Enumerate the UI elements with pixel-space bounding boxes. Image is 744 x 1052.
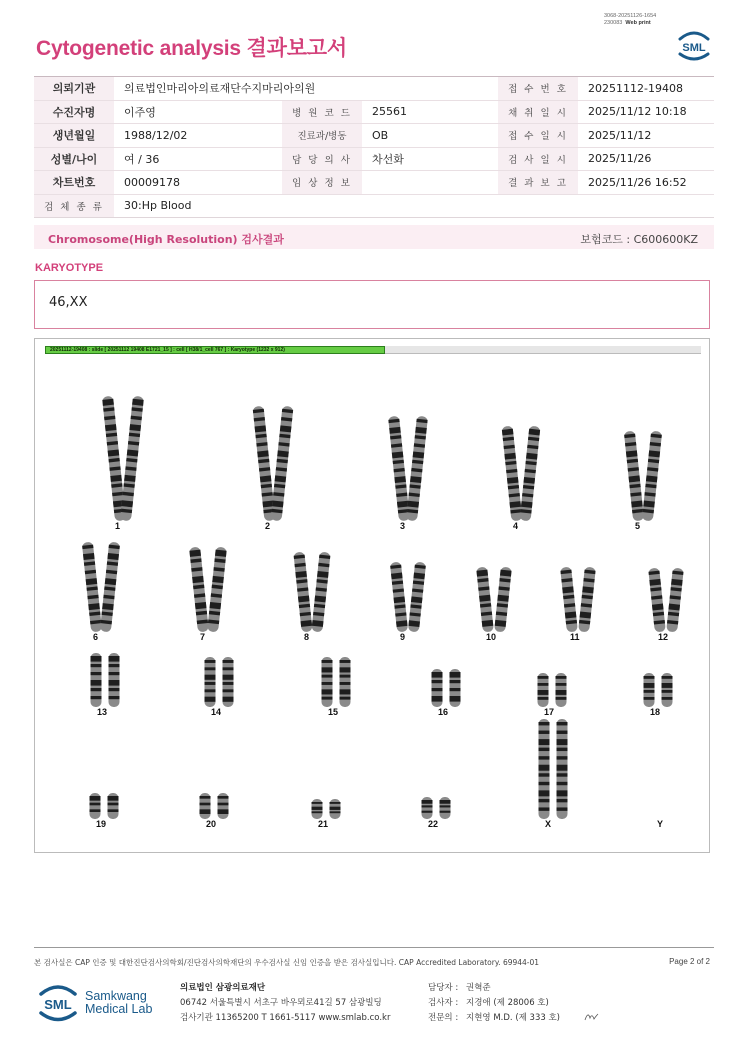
chromosome-pair	[91, 653, 120, 707]
result-section-header	[34, 225, 714, 249]
specialist-signature	[583, 1010, 599, 1022]
label-requesting-institution: 의뢰기관	[34, 77, 114, 101]
chromosome-label: 13	[97, 707, 108, 717]
chromosome-pair	[90, 793, 119, 819]
print-metadata	[604, 13, 656, 26]
chart-no: 00009178	[114, 171, 282, 195]
chromosome-pair	[476, 567, 512, 633]
chromosome-pair	[422, 797, 451, 819]
chromosome-pair	[648, 568, 684, 633]
label-report-date: 결 과 보 고	[498, 171, 578, 195]
lab-contact: 검사기관 11365200 T 1661-5117 www.smlab.co.kr	[180, 1013, 391, 1023]
chromosome-pair	[538, 673, 567, 707]
chromosome-pair	[102, 396, 144, 521]
section-title: Chromosome(High Resolution) 검사결과	[48, 233, 284, 246]
chromosome-pair	[624, 431, 662, 522]
karyotype-label: KARYOTYPE	[35, 262, 104, 274]
karyogram-image	[34, 338, 710, 853]
label-doctor: 담 당 의 사	[282, 147, 362, 171]
chromosome-label: 21	[318, 819, 329, 829]
chromosome-pair	[502, 426, 541, 522]
svg-text:SML: SML	[682, 42, 706, 54]
chromosome-pair	[322, 657, 351, 707]
test-date: 2025/11/26	[578, 147, 714, 171]
karyotype-result: 46,XX	[49, 295, 88, 310]
staff-tester: 검사자 : 지경애 (제 28006 호)	[428, 998, 549, 1008]
chromosome-label: 17	[544, 707, 555, 717]
chromosome-pair	[253, 406, 294, 522]
chromosome-label: 15	[328, 707, 339, 717]
chromosome-pair	[82, 542, 120, 633]
collection-date: 2025/11/12 10:18	[578, 100, 714, 124]
lab-address: 06742 서울특별시 서초구 바우뫼로41길 57 삼광빌딩	[180, 998, 382, 1008]
chromosome-pair	[388, 416, 428, 522]
print-mode: 230083 Web print	[604, 19, 651, 26]
hospital-code: 25561	[362, 100, 498, 124]
chromosome-label: 19	[96, 819, 107, 829]
image-caption: 20251112-19408 : slide [ 20251112 19408 E1721_15 ] : cell [ H38/1_cell 767 ] : Karyotype (1232 x 912)	[45, 346, 385, 354]
lab-name: Samkwang Medical Lab	[85, 989, 153, 1016]
chromosome-label: X	[545, 819, 552, 829]
chromosome-label: 6	[93, 632, 99, 642]
chromosome-label: 22	[428, 819, 439, 829]
chromosome-label: 5	[635, 521, 641, 531]
specimen: 30:Hp Blood	[114, 194, 714, 218]
staff-specialist: 전문의 : 지현영 M.D. (제 333 호)	[428, 1013, 561, 1023]
chromosome-pair	[312, 799, 341, 819]
chromosome-label: Y	[657, 819, 664, 829]
image-header-strip	[45, 346, 701, 354]
report-date: 2025/11/26 16:52	[578, 171, 714, 195]
chromosome-label: 18	[650, 707, 661, 717]
label-department: 진료과/병동	[282, 124, 362, 148]
chromosome-pair	[432, 669, 461, 707]
chromosome-label: 1	[115, 521, 121, 531]
print-id: 3068-20251126-1654	[604, 13, 657, 19]
label-specimen: 검 체 종 류	[34, 194, 114, 218]
doctor: 차선화	[362, 147, 498, 171]
clinical-info	[362, 171, 498, 195]
chromosome-label: 20	[206, 819, 217, 829]
receipt-no: 20251112-19408	[578, 77, 714, 101]
chromosome-label: 4	[513, 521, 519, 531]
karyotype-result-box	[34, 280, 710, 329]
chromosome-pair	[293, 552, 330, 633]
label-hospital-code: 병 원 코 드	[282, 100, 362, 124]
label-patient-name: 수진자명	[34, 100, 114, 124]
footer-divider	[34, 947, 714, 948]
label-chart-no: 차트번호	[34, 171, 114, 195]
insurance-code: 보험코드 : C600600KZ	[580, 233, 698, 246]
patient-name: 이주영	[114, 100, 282, 124]
receipt-date: 2025/11/12	[578, 124, 714, 148]
chromosome-label: 14	[211, 707, 222, 717]
patient-info-table	[34, 76, 714, 218]
svg-text:SML: SML	[44, 997, 72, 1012]
chromosome-label: 8	[304, 632, 310, 642]
chromosome-label: 9	[400, 632, 406, 642]
report-title: Cytogenetic analysis 결과보고서	[36, 37, 347, 60]
chromosome-pair	[390, 562, 426, 633]
label-clinical-info: 임 상 정 보	[282, 171, 362, 195]
label-birth-date: 생년월일	[34, 124, 114, 148]
label-test-date: 검 사 일 시	[498, 147, 578, 171]
chromosome-pair	[205, 657, 234, 707]
label-collection-date: 채 취 일 시	[498, 100, 578, 124]
sml-logo	[676, 28, 712, 62]
chromosome-label: 2	[265, 521, 271, 531]
chromosome-pair	[189, 547, 227, 633]
foundation-name: 의료법인 삼광의료재단	[180, 983, 266, 993]
chromosome-label: 7	[200, 632, 206, 642]
chromosome-pair	[560, 567, 596, 633]
chromosome-pair	[200, 793, 229, 819]
chromosome-label: 10	[486, 632, 497, 642]
certification-note: 본 검사실은 CAP 인증 및 대한진단검사의학회/진단검사의학재단의 우수검사실 신임 인증을 받은 검사실입니다. CAP Accredited Laboratory. 69944-01	[34, 958, 540, 967]
chromosome-pair	[539, 719, 568, 819]
chromosome-pair	[644, 673, 673, 707]
staff-in-charge: 담당자 : 권혁준	[428, 983, 491, 993]
sml-footer-logo	[37, 980, 79, 1024]
requesting-institution: 의료법인마리아의료재단수지마리아의원	[114, 77, 498, 101]
label-receipt-date: 접 수 일 시	[498, 124, 578, 148]
chromosome-label: 12	[658, 632, 669, 642]
chromosome-label: 16	[438, 707, 449, 717]
chromosome-label: 3	[400, 521, 406, 531]
page-number: Page 2 of 2	[669, 957, 710, 966]
label-receipt-no: 접 수 번 호	[498, 77, 578, 101]
sex-age: 여 / 36	[114, 147, 282, 171]
birth-date: 1988/12/02	[114, 124, 282, 148]
department: OB	[362, 124, 498, 148]
label-sex-age: 성별/나이	[34, 147, 114, 171]
karyogram-picture	[35, 357, 709, 851]
chromosome-label: 11	[570, 632, 580, 642]
